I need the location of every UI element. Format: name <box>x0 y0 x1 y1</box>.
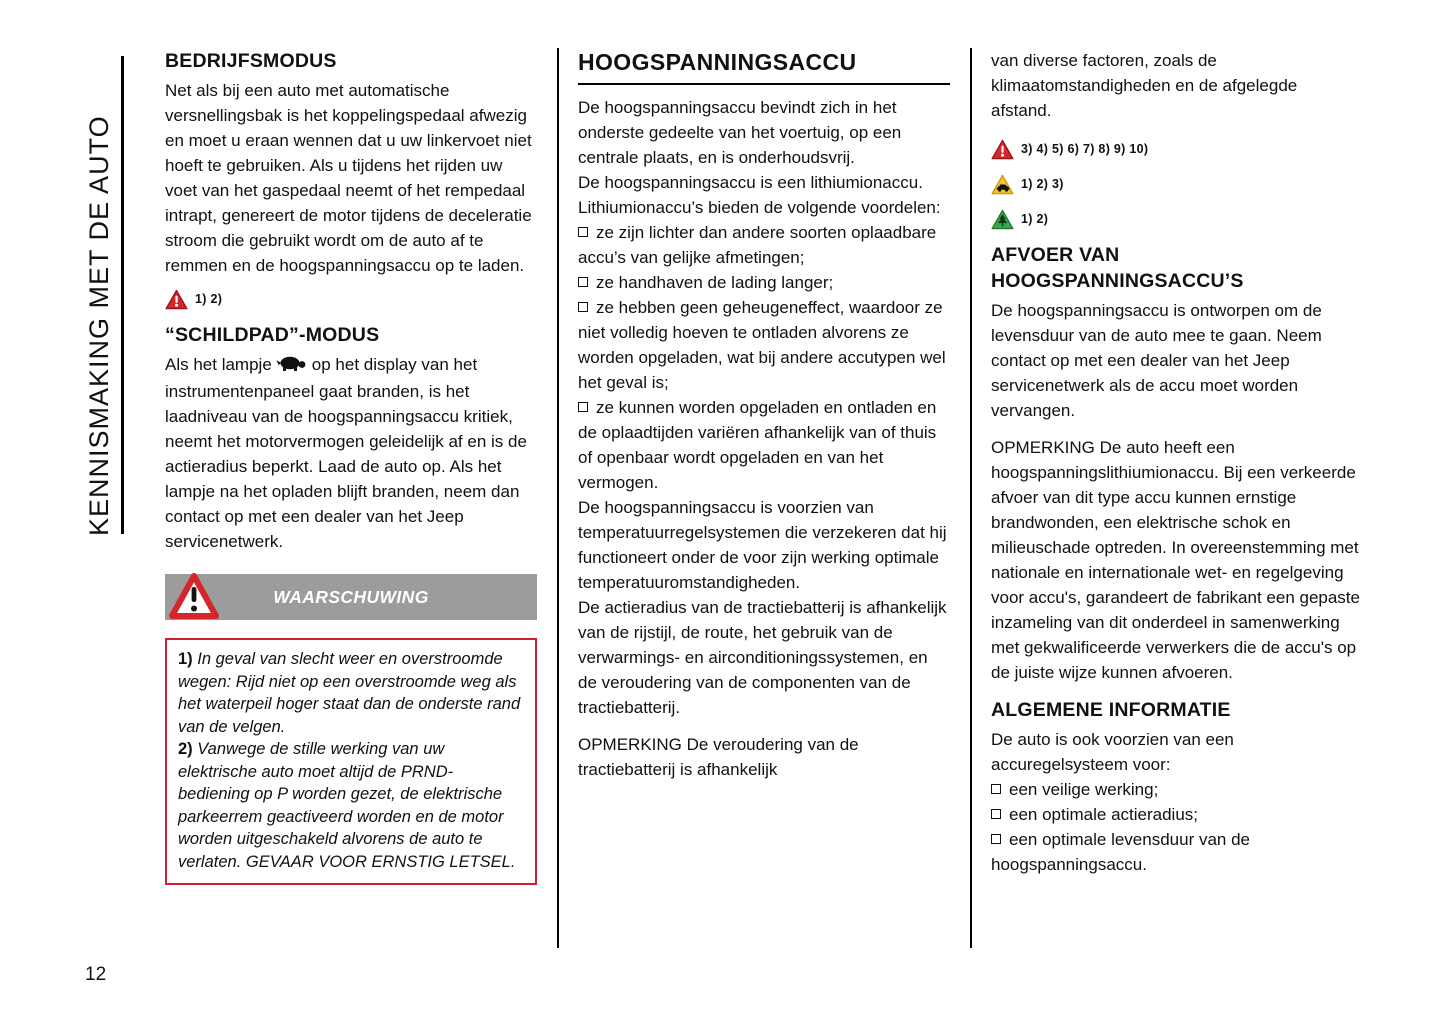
paragraph: De actieradius van de tractiebatterij is afhankelijk van de rijstijl, de route, het gebruik van de verwarmings- en airconditioningssystemen, en de veroudering van de componenten van de tractiebatterij. <box>578 598 947 717</box>
paragraph-opmerking: OPMERKING De auto heeft een hoogspanningslithiumionaccu. Bij een verkeerde afvoer van dit type accu kunnen ernstige brandwonden, een elektrische schok en milieuschade optreden. In overeenstemming met nationale en internationale wet- en regelgeving voor accu's, garandeert de fabrikant een gepaste inzameling van dit onderdeel in samenwerking met gekwalificeerde verwerkers die de accu's op de juiste wijze kunnen afvoeren. <box>991 438 1360 682</box>
column-divider <box>970 48 972 948</box>
column-divider <box>557 48 559 948</box>
note-number: 1) <box>178 650 193 668</box>
paragraph-opmerking: OPMERKING De veroudering van de tractiebatterij is afhankelijk <box>578 735 859 779</box>
warning-note-box <box>165 638 537 885</box>
note-text: Vanwege de stille werking van uw elektrische auto moet altijd de PRND-bediening op P worden gezet, de elektrische parkeerrem geactiveerd worden en de motor worden uitgeschakeld alvorens de auto te verlaten. GEVAAR VOOR ERNSTIG LETSEL. <box>178 740 516 871</box>
sidebar-vertical-rule <box>121 56 124 534</box>
warning-note-refs: 3) 4) 5) 6) 7) 8) 9) 10) <box>1021 142 1149 156</box>
warning-reference-row <box>991 207 1361 232</box>
list-item <box>578 220 950 270</box>
square-bullet-icon <box>991 784 1001 794</box>
square-bullet-icon <box>578 402 588 412</box>
list-item-text: ze kunnen worden opgeladen en ontladen en de oplaadtijden variëren afhankelijk van of thuis of openbaar wordt opgeladen en van het vermogen. <box>578 398 937 492</box>
paragraph: van diverse factoren, zoals de klimaatomstandigheden en de afgelegde afstand. <box>991 51 1298 120</box>
list-item <box>991 827 1361 877</box>
section-heading-schildpad-modus: “SCHILDPAD”-MODUS <box>165 324 380 346</box>
list-item-text: een optimale levensduur van de hoogspanningsaccu. <box>991 830 1250 874</box>
square-bullet-icon <box>578 277 588 287</box>
square-bullet-icon <box>578 302 588 312</box>
square-bullet-icon <box>991 809 1001 819</box>
column-middle <box>578 48 950 782</box>
page-number: 12 <box>85 964 107 985</box>
paragraph: De hoogspanningsaccu is een lithiumionaccu. <box>578 173 923 192</box>
paragraph: De hoogspanningsaccu is ontworpen om de levensduur van de auto mee te gaan. Neem contact op met een dealer van het Jeep servicenetwerk als de accu moet worden vervangen. <box>991 301 1322 420</box>
paragraph <box>165 352 537 554</box>
paragraph: De hoogspanningsaccu is voorzien van temperatuurregelsystemen die verzekeren dat hij functioneert onder de voor zijn werking optimale temperatuuromstandigheden. <box>578 498 947 592</box>
warning-note-refs: 1) 2) 3) <box>1021 177 1064 191</box>
warning-triangle-outline-icon <box>168 572 220 627</box>
list-item <box>991 777 1361 802</box>
list-item <box>578 270 950 295</box>
list-item-text: een optimale actieradius; <box>1009 805 1199 824</box>
warning-reference-row <box>991 137 1361 162</box>
square-bullet-icon <box>578 227 588 237</box>
list-item-text: ze handhaven de lading langer; <box>596 273 834 292</box>
paragraph-text: Als het lampje <box>165 355 272 374</box>
car-hazard-triangle-icon <box>991 174 1014 195</box>
section-heading-algemene-informatie: ALGEMENE INFORMATIE <box>991 699 1231 721</box>
section-heading-hoogspanningsaccu: HOOGSPANNINGSACCU <box>578 48 950 85</box>
warning-triangle-icon <box>991 139 1014 160</box>
paragraph: De auto is ook voorzien van een accuregelsysteem voor: <box>991 730 1234 774</box>
turtle-icon <box>276 354 308 379</box>
column-left <box>165 48 537 885</box>
section-heading-afvoer: AFVOER VAN HOOGSPANNINGSACCU’S <box>991 244 1244 292</box>
list-item-text: een veilige werking; <box>1009 780 1159 799</box>
warning-reference-row <box>991 172 1361 197</box>
list-item-text: ze hebben geen geheugeneffect, waardoor ze niet volledig hoeven te ontladen alvorens ze worden opgeladen, wat bij andere accutypen wel het geval is; <box>578 298 946 392</box>
warning-banner <box>165 574 537 620</box>
paragraph-text: op het display van het instrumentenpaneel gaat branden, is het laadniveau van de hoogspanningsaccu kritiek, neemt het motorvermogen geleidelijk af en is de actieradius beperkt. Laad de auto op. Als het lampje na het opladen blijft branden, neem dan contact op met een dealer van het Jeep servicenetwerk. <box>165 355 527 551</box>
warning-triangle-icon <box>165 289 188 310</box>
list-item <box>578 395 950 495</box>
warning-note-refs: 1) 2) <box>1021 212 1049 226</box>
square-bullet-icon <box>991 834 1001 844</box>
paragraph: Lithiumionaccu’s bieden de volgende voordelen: <box>578 198 941 217</box>
list-item <box>578 295 950 395</box>
paragraph: Net als bij een auto met automatische versnellingsbak is het koppelingspedaal afwezig en moet u eraan wennen dat u uw linkervoet niet hoeft te gebruiken. Als u tijdens het rijden uw voet van het gaspedaal neemt of het rempedaal intrapt, genereert de motor tijdens de deceleratie stroom die gebruikt wordt om de auto af te remmen en de hoogspanningsaccu op te laden. <box>165 81 532 275</box>
column-right <box>991 48 1361 877</box>
environment-tree-triangle-icon <box>991 209 1014 230</box>
list-item-text: ze zijn lichter dan andere soorten oplaadbare accu’s van gelijke afmetingen; <box>578 223 937 267</box>
warning-banner-label: WAARSCHUWING <box>273 586 429 607</box>
warning-note-refs: 1) 2) <box>195 292 223 306</box>
note-number: 2) <box>178 740 193 758</box>
section-heading-bedrijfsmodus: BEDRIJFSMODUS <box>165 50 337 72</box>
paragraph: De hoogspanningsaccu bevindt zich in het onderste gedeelte van het voertuig, op een centrale plaats, en is onderhoudsvrij. <box>578 98 902 167</box>
warning-icon-legend <box>991 137 1361 232</box>
list-item <box>991 802 1361 827</box>
warning-reference-row <box>165 287 537 312</box>
chapter-title-vertical: KENNISMAKING MET DE AUTO <box>84 115 114 536</box>
note-text: In geval van slecht weer en overstroomde wegen: Rijd niet op een overstroomde weg als het waterpeil hoger staat dan de onderste rand van de velgen. <box>178 650 521 736</box>
